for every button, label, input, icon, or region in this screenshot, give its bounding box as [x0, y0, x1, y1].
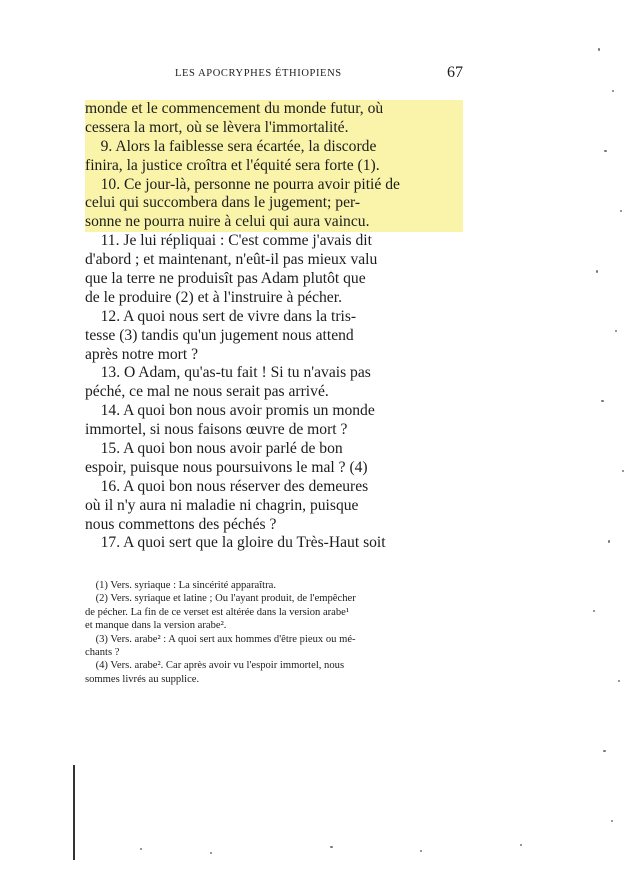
text-line: 12. A quoi nous sert de vivre dans la tris- — [85, 307, 357, 325]
text-line: immortel, si nous faisons œuvre de mort ? — [85, 421, 348, 439]
text-line: 11. Je lui répliquai : C'est comme j'avais dit — [85, 232, 372, 250]
text-line: 17. A quoi sert que la gloire du Très-Haut soit — [85, 534, 386, 552]
text-line: tesse (3) tandis qu'un jugement nous attend — [85, 326, 354, 344]
text-line: celui qui succombera dans le jugement; per- — [85, 194, 463, 213]
running-header-title: LES APOCRYPHES ÉTHIOPIENS — [175, 68, 342, 79]
text-line: 13. O Adam, qu'as-tu fait ! Si tu n'avais pas — [85, 364, 371, 382]
text-line: sonne ne pourra nuire à celui qui aura vaincu. — [85, 213, 463, 232]
scan-margin-line — [73, 765, 75, 860]
text-line: péché, ce mal ne nous serait pas arrivé. — [85, 383, 329, 401]
text-line: 10. Ce jour-là, personne ne pourra avoir pitié de — [85, 176, 463, 195]
footnote-line: chants ? — [85, 646, 120, 658]
page-number: 67 — [447, 64, 463, 81]
footnotes — [85, 579, 463, 686]
text-line: 9. Alors la faiblesse sera écartée, la discorde — [85, 138, 463, 157]
text-line: d'abord ; et maintenant, n'eût-il pas mieux valu — [85, 251, 378, 269]
footnote-line: (1) Vers. syriaque : La sincérité apparaîtra. — [85, 580, 277, 591]
footnote-line: sommes livrés au supplice. — [85, 673, 200, 685]
text-line: espoir, puisque nous poursuivons le mal ? (4) — [85, 458, 368, 476]
text-line: après notre mort ? — [85, 345, 199, 363]
text-line: finira, la justice croîtra et l'équité sera forte (1). — [85, 157, 463, 176]
text-line: que la terre ne produisît pas Adam plutôt que — [85, 270, 366, 288]
footnote-line: et manque dans la version arabe². — [85, 620, 227, 632]
text-line: monde et le commencement du monde futur, où — [85, 100, 463, 119]
text-line: nous commettons des péchés ? — [85, 515, 277, 533]
text-line: 16. A quoi bon nous réserver des demeures — [85, 477, 369, 495]
running-header — [85, 64, 463, 86]
text-line: 15. A quoi bon nous avoir parlé de bon — [85, 440, 343, 458]
footnote-line: de pécher. La fin de ce verset est altérée dans la version arabe¹ — [85, 606, 350, 618]
text-line: où il n'y aura ni maladie ni chagrin, puisque — [85, 496, 359, 514]
footnote-line: (3) Vers. arabe² : A quoi sert aux hommes d'être pieux ou mé- — [85, 633, 356, 645]
main-text — [85, 100, 463, 553]
footnote-line: (4) Vers. arabe². Car après avoir vu l'espoir immortel, nous — [85, 660, 345, 672]
text-line: cessera la mort, où se lèvera l'immortalité. — [85, 119, 463, 138]
text-line: 14. A quoi bon nous avoir promis un monde — [85, 402, 375, 420]
footnote-line: (2) Vers. syriaque et latine ; Ou l'ayant produit, de l'empêcher — [85, 593, 356, 605]
text-line: de le produire (2) et à l'instruire à pécher. — [85, 288, 342, 306]
